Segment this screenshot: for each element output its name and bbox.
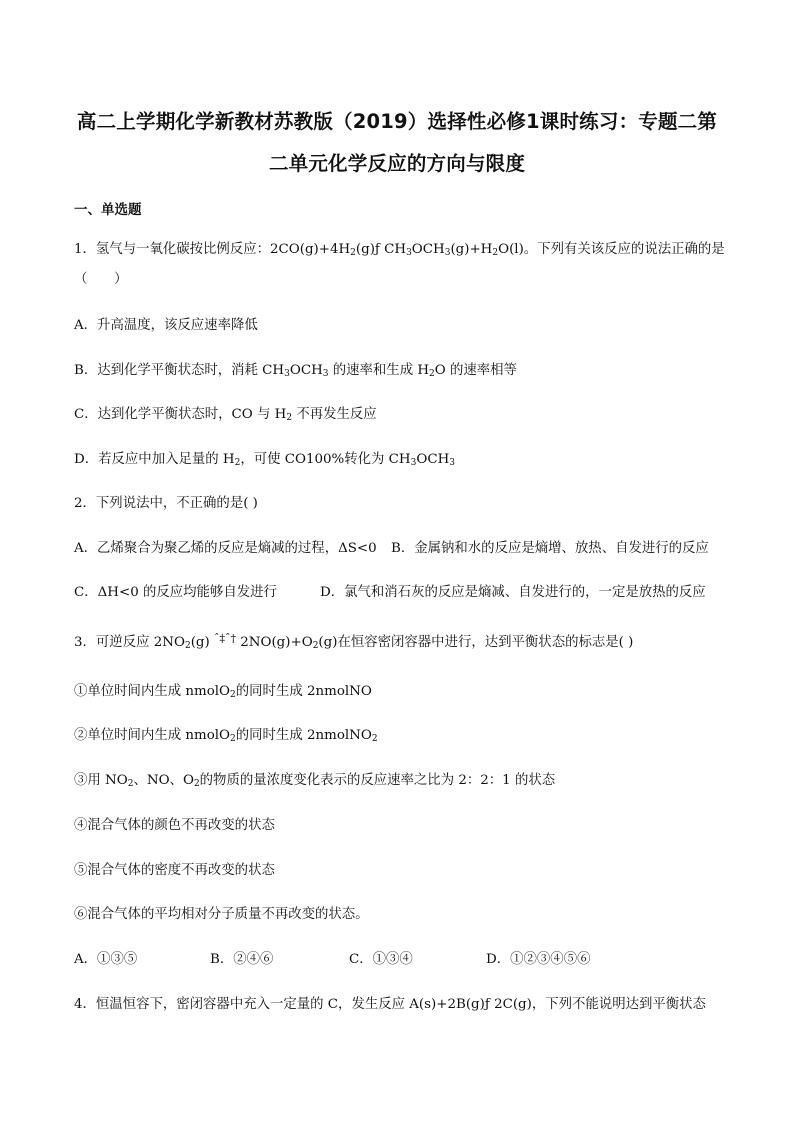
question-1-paren: （ ）: [74, 272, 128, 287]
question-4-stem: 4．恒温恒容下，密闭容器中充入一定量的 C，发生反应 A(s)+2B(g)ƒ 2C(g)，下列不能说明达到平衡状态: [74, 997, 706, 1012]
question-1-option-c: C．达到化学平衡状态时，CO 与 $H_2$ 不再发生反应: [74, 407, 377, 423]
question-2-option-b: B．金属钠和水的反应是熵增、放热、自发进行的反应: [391, 541, 709, 556]
equilibrium-arrow-glyph: ˆ‡ˆ†: [213, 632, 236, 645]
question-3-option-c: C．①③④: [349, 952, 413, 967]
question-2-option-c: C．ΔH<0 的反应均能够自发进行: [74, 585, 277, 600]
document-title-line-2: 二单元化学反应的方向与限度: [268, 152, 526, 175]
question-3-item-6: ⑥混合气体的平均相对分子质量不再改变的状态。: [74, 907, 369, 922]
question-1-stem: 1．氢气与一氧化碳按比例反应：$2CO(g)+4H_2(g)ƒ$ $CH_3OCH_3(g)+H_2O(l)$。下列有关该反应的说法正确的是: [74, 242, 725, 258]
question-3-item-4: ④混合气体的颜色不再改变的状态: [74, 818, 275, 833]
question-3-stem: 3．可逆反应 $2NO_2(g)$ $^{ˆ\ddagger ˆ\dagger}$ $2NO(g)+O_2(g)$在恒容密闭容器中进行，达到平衡状态的标志是( ): [74, 632, 634, 651]
question-2-option-d: D．氯气和消石灰的反应是熵减、自发进行的，一定是放热的反应: [320, 585, 706, 600]
question-3-item-3: ③用 $NO_2$、NO、$O_2$的物质的量浓度变化表示的反应速率之比为 2：2：1 的状态: [74, 773, 556, 789]
question-3-option-b: B．②④⑥: [210, 952, 274, 967]
document-title-line-1: 高二上学期化学新教材苏教版（2019）选择性必修1课时练习：专题二第: [76, 110, 718, 133]
section-heading: 一、单选题: [74, 202, 142, 218]
question-3-option-a: A．①③⑤: [74, 952, 138, 967]
question-3-item-5: ⑤混合气体的密度不再改变的状态: [74, 863, 275, 878]
question-2-option-a: A．乙烯聚合为聚乙烯的反应是熵减的过程，ΔS<0: [74, 541, 377, 556]
question-2-stem: 2．下列说法中，不正确的是( ): [74, 496, 258, 511]
question-3-item-2: ②单位时间内生成 nmolO$_2$的同时生成 2nmolNO$_2$: [74, 728, 378, 744]
question-3-option-d: D．①②③④⑤⑥: [486, 952, 591, 967]
question-1-option-b: B．达到化学平衡状态时，消耗 $CH_3OCH_3$ 的速率和生成 $H_2O$ 的速率相等: [74, 363, 517, 379]
question-1-option-a: A．升高温度，该反应速率降低: [74, 318, 258, 333]
question-1-option-d: D．若反应中加入足量的 $H_2$，可使 CO100%转化为 $CH_3OCH_3$: [74, 452, 455, 468]
question-3-item-1: ①单位时间内生成 nmolO$_2$的同时生成 2nmolNO: [74, 684, 372, 700]
